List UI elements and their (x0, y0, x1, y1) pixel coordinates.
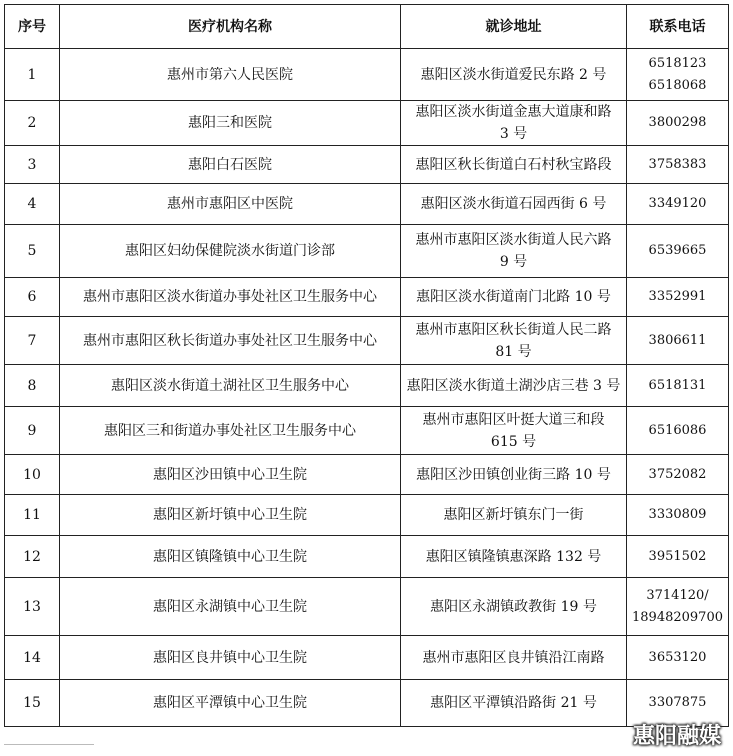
row-phone: 3349120 (627, 184, 729, 225)
row-address: 惠阳区秋长街道白石村秋宝路段 (401, 146, 627, 184)
table-row (5, 495, 729, 536)
row-name: 惠阳区三和街道办事处社区卫生服务中心 (60, 407, 401, 455)
row-no: 3 (5, 146, 60, 184)
table-row (5, 680, 729, 727)
row-address: 惠阳区永湖镇政教街 19 号 (401, 578, 627, 636)
row-name: 惠阳区良井镇中心卫生院 (60, 636, 401, 680)
row-phone: 6518123 6518068 (627, 49, 729, 101)
table-row (5, 184, 729, 225)
header-phone: 联系电话 (627, 5, 729, 49)
row-phone: 3307875 (627, 680, 729, 727)
row-phone: 3352991 (627, 278, 729, 317)
row-no: 13 (5, 578, 60, 636)
row-name: 惠阳区永湖镇中心卫生院 (60, 578, 401, 636)
row-no: 15 (5, 680, 60, 727)
row-address: 惠阳区淡水街道石园西街 6 号 (401, 184, 627, 225)
row-name: 惠阳区淡水街道土湖社区卫生服务中心 (60, 365, 401, 407)
header-no: 序号 (5, 5, 60, 49)
row-address: 惠州市惠阳区淡水街道人民六路 9 号 (401, 225, 627, 278)
row-no: 9 (5, 407, 60, 455)
row-address: 惠州市惠阳区良井镇沿江南路 (401, 636, 627, 680)
table-row (5, 317, 729, 365)
row-address: 惠州市惠阳区叶挺大道三和段 615 号 (401, 407, 627, 455)
row-name: 惠阳区镇隆镇中心卫生院 (60, 536, 401, 578)
table-row (5, 49, 729, 101)
row-phone: 3752082 (627, 455, 729, 495)
footer-rule (4, 744, 94, 745)
table-row (5, 278, 729, 317)
table-row (5, 365, 729, 407)
header-address: 就诊地址 (401, 5, 627, 49)
table-row (5, 536, 729, 578)
header-name: 医疗机构名称 (60, 5, 401, 49)
row-address: 惠阳区镇隆镇惠深路 132 号 (401, 536, 627, 578)
row-name: 惠州市惠阳区淡水街道办事处社区卫生服务中心 (60, 278, 401, 317)
row-address: 惠阳区淡水街道金惠大道康和路 3 号 (401, 101, 627, 146)
row-name: 惠州市惠阳区秋长街道办事处社区卫生服务中心 (60, 317, 401, 365)
row-phone: 3806611 (627, 317, 729, 365)
table-row (5, 101, 729, 146)
table-row (5, 636, 729, 680)
row-phone: 3800298 (627, 101, 729, 146)
row-no: 12 (5, 536, 60, 578)
row-address: 惠阳区新圩镇东门一街 (401, 495, 627, 536)
table-row (5, 146, 729, 184)
row-phone: 6516086 (627, 407, 729, 455)
row-phone: 3951502 (627, 536, 729, 578)
row-name: 惠阳区平潭镇中心卫生院 (60, 680, 401, 727)
row-phone: 3714120/ 18948209700 (627, 578, 729, 636)
watermark: 惠阳融媒 (632, 724, 721, 749)
table-row (5, 455, 729, 495)
row-name: 惠州市第六人民医院 (60, 49, 401, 101)
row-no: 14 (5, 636, 60, 680)
row-no: 2 (5, 101, 60, 146)
table-row (5, 407, 729, 455)
row-phone: 3330809 (627, 495, 729, 536)
row-no: 5 (5, 225, 60, 278)
row-phone: 6539665 (627, 225, 729, 278)
row-no: 1 (5, 49, 60, 101)
table-row (5, 578, 729, 636)
row-address: 惠阳区淡水街道爱民东路 2 号 (401, 49, 627, 101)
row-phone: 3758383 (627, 146, 729, 184)
row-address: 惠阳区淡水街道土湖沙店三巷 3 号 (401, 365, 627, 407)
row-address: 惠阳区淡水街道南门北路 10 号 (401, 278, 627, 317)
row-name: 惠阳区新圩镇中心卫生院 (60, 495, 401, 536)
row-no: 8 (5, 365, 60, 407)
row-phone: 6518131 (627, 365, 729, 407)
header-row (5, 5, 729, 49)
clinic-table (4, 4, 729, 727)
table-row (5, 225, 729, 278)
row-no: 6 (5, 278, 60, 317)
row-address: 惠州市惠阳区秋长街道人民二路 81 号 (401, 317, 627, 365)
row-name: 惠阳区沙田镇中心卫生院 (60, 455, 401, 495)
row-no: 11 (5, 495, 60, 536)
row-name: 惠阳三和医院 (60, 101, 401, 146)
row-no: 7 (5, 317, 60, 365)
row-no: 10 (5, 455, 60, 495)
row-no: 4 (5, 184, 60, 225)
row-name: 惠阳白石医院 (60, 146, 401, 184)
row-name: 惠阳区妇幼保健院淡水街道门诊部 (60, 225, 401, 278)
row-name: 惠州市惠阳区中医院 (60, 184, 401, 225)
row-address: 惠阳区沙田镇创业街三路 10 号 (401, 455, 627, 495)
row-address: 惠阳区平潭镇沿路街 21 号 (401, 680, 627, 727)
row-phone: 3653120 (627, 636, 729, 680)
